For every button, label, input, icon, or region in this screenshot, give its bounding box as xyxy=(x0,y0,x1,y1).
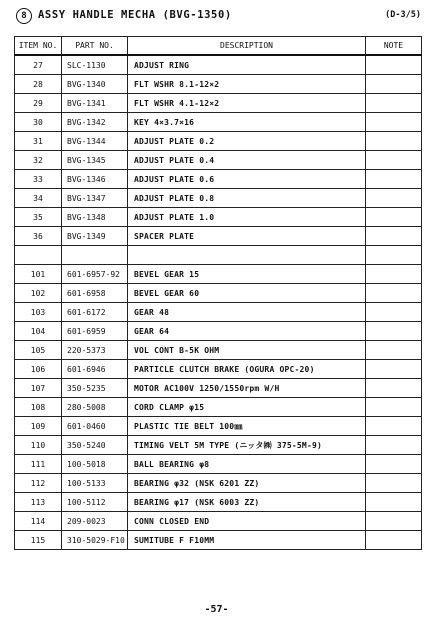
page-reference: (D-3/5) xyxy=(385,10,421,20)
description-cell: SUMITUBE F F10MM xyxy=(128,531,366,550)
part-number-cell: BVG-1344 xyxy=(62,132,128,151)
part-number-cell: BVG-1342 xyxy=(62,113,128,132)
table-row xyxy=(15,474,422,493)
column-header-item: ITEM NO. xyxy=(15,37,62,56)
description-cell: ADJUST PLATE 0.2 xyxy=(128,132,366,151)
part-number-cell: 350-5235 xyxy=(62,379,128,398)
page-title: ASSY HANDLE MECHA (BVG-1350) xyxy=(38,9,232,21)
description-cell: BEARING φ32 (NSK 6201 ZZ) xyxy=(128,474,366,493)
table-row xyxy=(15,151,422,170)
description-cell: BEVEL GEAR 60 xyxy=(128,284,366,303)
part-number-cell: 100-5112 xyxy=(62,493,128,512)
table-row xyxy=(15,170,422,189)
table-row xyxy=(15,265,422,284)
description-cell: GEAR 64 xyxy=(128,322,366,341)
part-number-cell: 350-5240 xyxy=(62,436,128,455)
table-row xyxy=(15,360,422,379)
note-cell xyxy=(366,398,422,417)
note-cell xyxy=(366,379,422,398)
description-cell: SPACER PLATE xyxy=(128,227,366,246)
part-number-cell: 601-6946 xyxy=(62,360,128,379)
description-cell: VOL CONT B-5K OHM xyxy=(128,341,366,360)
item-number-cell: 111 xyxy=(15,455,62,474)
note-cell xyxy=(366,341,422,360)
table-row xyxy=(15,455,422,474)
part-number-cell: 280-5008 xyxy=(62,398,128,417)
page-number: -57- xyxy=(204,604,229,615)
description-cell: ADJUST PLATE 0.6 xyxy=(128,170,366,189)
item-number-cell: 36 xyxy=(15,227,62,246)
item-number-cell: 29 xyxy=(15,94,62,113)
note-cell xyxy=(366,417,422,436)
description-cell: ADJUST PLATE 1.0 xyxy=(128,208,366,227)
part-number-cell: BVG-1345 xyxy=(62,151,128,170)
item-number-cell: 112 xyxy=(15,474,62,493)
note-cell xyxy=(366,303,422,322)
item-number-cell: 32 xyxy=(15,151,62,170)
item-number-cell: 101 xyxy=(15,265,62,284)
part-number-cell: BVG-1347 xyxy=(62,189,128,208)
table-row xyxy=(15,303,422,322)
description-cell: PARTICLE CLUTCH BRAKE (OGURA OPC-20) xyxy=(128,360,366,379)
description-cell: ADJUST RING xyxy=(128,55,366,75)
part-number-cell: 220-5373 xyxy=(62,341,128,360)
description-cell: KEY 4×3.7×16 xyxy=(128,113,366,132)
note-cell xyxy=(366,208,422,227)
description-cell: PLASTIC TIE BELT 100㎜ xyxy=(128,417,366,436)
table-row xyxy=(15,493,422,512)
note-cell xyxy=(366,512,422,531)
note-cell xyxy=(366,322,422,341)
part-number-cell: 100-5018 xyxy=(62,455,128,474)
description-cell: ADJUST PLATE 0.4 xyxy=(128,151,366,170)
parts-table xyxy=(14,36,422,550)
description-cell: BALL BEARING φ8 xyxy=(128,455,366,474)
part-number-cell: BVG-1341 xyxy=(62,94,128,113)
table-row xyxy=(15,341,422,360)
item-number-cell: 33 xyxy=(15,170,62,189)
note-cell xyxy=(366,493,422,512)
column-header-note: NOTE xyxy=(366,37,422,56)
item-number-cell: 110 xyxy=(15,436,62,455)
section-number-badge: 8 xyxy=(16,8,32,24)
note-cell xyxy=(366,265,422,284)
item-number-cell: 115 xyxy=(15,531,62,550)
item-number-cell: 104 xyxy=(15,322,62,341)
description-cell: BEARING φ17 (NSK 6003 ZZ) xyxy=(128,493,366,512)
table-row xyxy=(15,531,422,550)
item-number-cell: 34 xyxy=(15,189,62,208)
part-number-cell: 601-6957-92 xyxy=(62,265,128,284)
table-row xyxy=(15,398,422,417)
item-number-cell: 31 xyxy=(15,132,62,151)
part-number-cell: SLC-1130 xyxy=(62,55,128,75)
table-row xyxy=(15,55,422,75)
note-cell xyxy=(366,75,422,94)
table-row xyxy=(15,379,422,398)
note-cell xyxy=(366,474,422,493)
item-number-cell: 103 xyxy=(15,303,62,322)
description-cell: FLT WSHR 4.1-12×2 xyxy=(128,94,366,113)
item-number-cell: 30 xyxy=(15,113,62,132)
table-row xyxy=(15,75,422,94)
part-number-cell: BVG-1340 xyxy=(62,75,128,94)
description-cell: MOTOR AC100V 1250/1550rpm W/H xyxy=(128,379,366,398)
part-number-cell: 310-5029-F10 xyxy=(62,531,128,550)
part-number-cell: 601-0460 xyxy=(62,417,128,436)
part-number-cell: BVG-1346 xyxy=(62,170,128,189)
table-row xyxy=(15,132,422,151)
item-number-cell: 28 xyxy=(15,75,62,94)
column-header-description: DESCRIPTION xyxy=(128,37,366,56)
table-row xyxy=(15,113,422,132)
table-row xyxy=(15,94,422,113)
description-cell: ADJUST PLATE 0.8 xyxy=(128,189,366,208)
description-cell: FLT WSHR 8.1-12×2 xyxy=(128,75,366,94)
description-cell: TIMING VELT 5M TYPE (ニッタ㈱ 375-5M-9) xyxy=(128,436,366,455)
note-cell xyxy=(366,284,422,303)
item-number-cell: 105 xyxy=(15,341,62,360)
table-header-row xyxy=(15,37,422,56)
parts-group-b xyxy=(15,265,422,550)
description-cell: CORD CLAMP φ15 xyxy=(128,398,366,417)
note-cell xyxy=(366,531,422,550)
item-number-cell: 27 xyxy=(15,55,62,75)
item-number-cell: 107 xyxy=(15,379,62,398)
item-number-cell: 114 xyxy=(15,512,62,531)
item-number-cell: 35 xyxy=(15,208,62,227)
item-number-cell: 108 xyxy=(15,398,62,417)
table-row xyxy=(15,208,422,227)
note-cell xyxy=(366,94,422,113)
note-cell xyxy=(366,436,422,455)
part-number-cell: 209-0023 xyxy=(62,512,128,531)
note-cell xyxy=(366,170,422,189)
note-cell xyxy=(366,151,422,170)
page-header xyxy=(14,8,421,26)
part-number-cell: 601-6958 xyxy=(62,284,128,303)
note-cell xyxy=(366,55,422,75)
description-cell: GEAR 48 xyxy=(128,303,366,322)
table-row xyxy=(15,227,422,246)
note-cell xyxy=(366,360,422,379)
column-header-part: PART NO. xyxy=(62,37,128,56)
table-row xyxy=(15,417,422,436)
note-cell xyxy=(366,189,422,208)
note-cell xyxy=(366,455,422,474)
table-row xyxy=(15,512,422,531)
table-row xyxy=(15,322,422,341)
table-row xyxy=(15,436,422,455)
item-number-cell: 113 xyxy=(15,493,62,512)
part-number-cell: BVG-1349 xyxy=(62,227,128,246)
part-number-cell: 601-6959 xyxy=(62,322,128,341)
spacer-row xyxy=(15,246,422,265)
parts-group-a xyxy=(15,55,422,246)
note-cell xyxy=(366,132,422,151)
note-cell xyxy=(366,227,422,246)
description-cell: BEVEL GEAR 15 xyxy=(128,265,366,284)
part-number-cell: BVG-1348 xyxy=(62,208,128,227)
spacer-group xyxy=(15,246,422,265)
note-cell xyxy=(366,113,422,132)
table-row xyxy=(15,284,422,303)
description-cell: CONN CLOSED END xyxy=(128,512,366,531)
part-number-cell: 100-5133 xyxy=(62,474,128,493)
item-number-cell: 109 xyxy=(15,417,62,436)
item-number-cell: 102 xyxy=(15,284,62,303)
part-number-cell: 601-6172 xyxy=(62,303,128,322)
item-number-cell: 106 xyxy=(15,360,62,379)
table-row xyxy=(15,189,422,208)
